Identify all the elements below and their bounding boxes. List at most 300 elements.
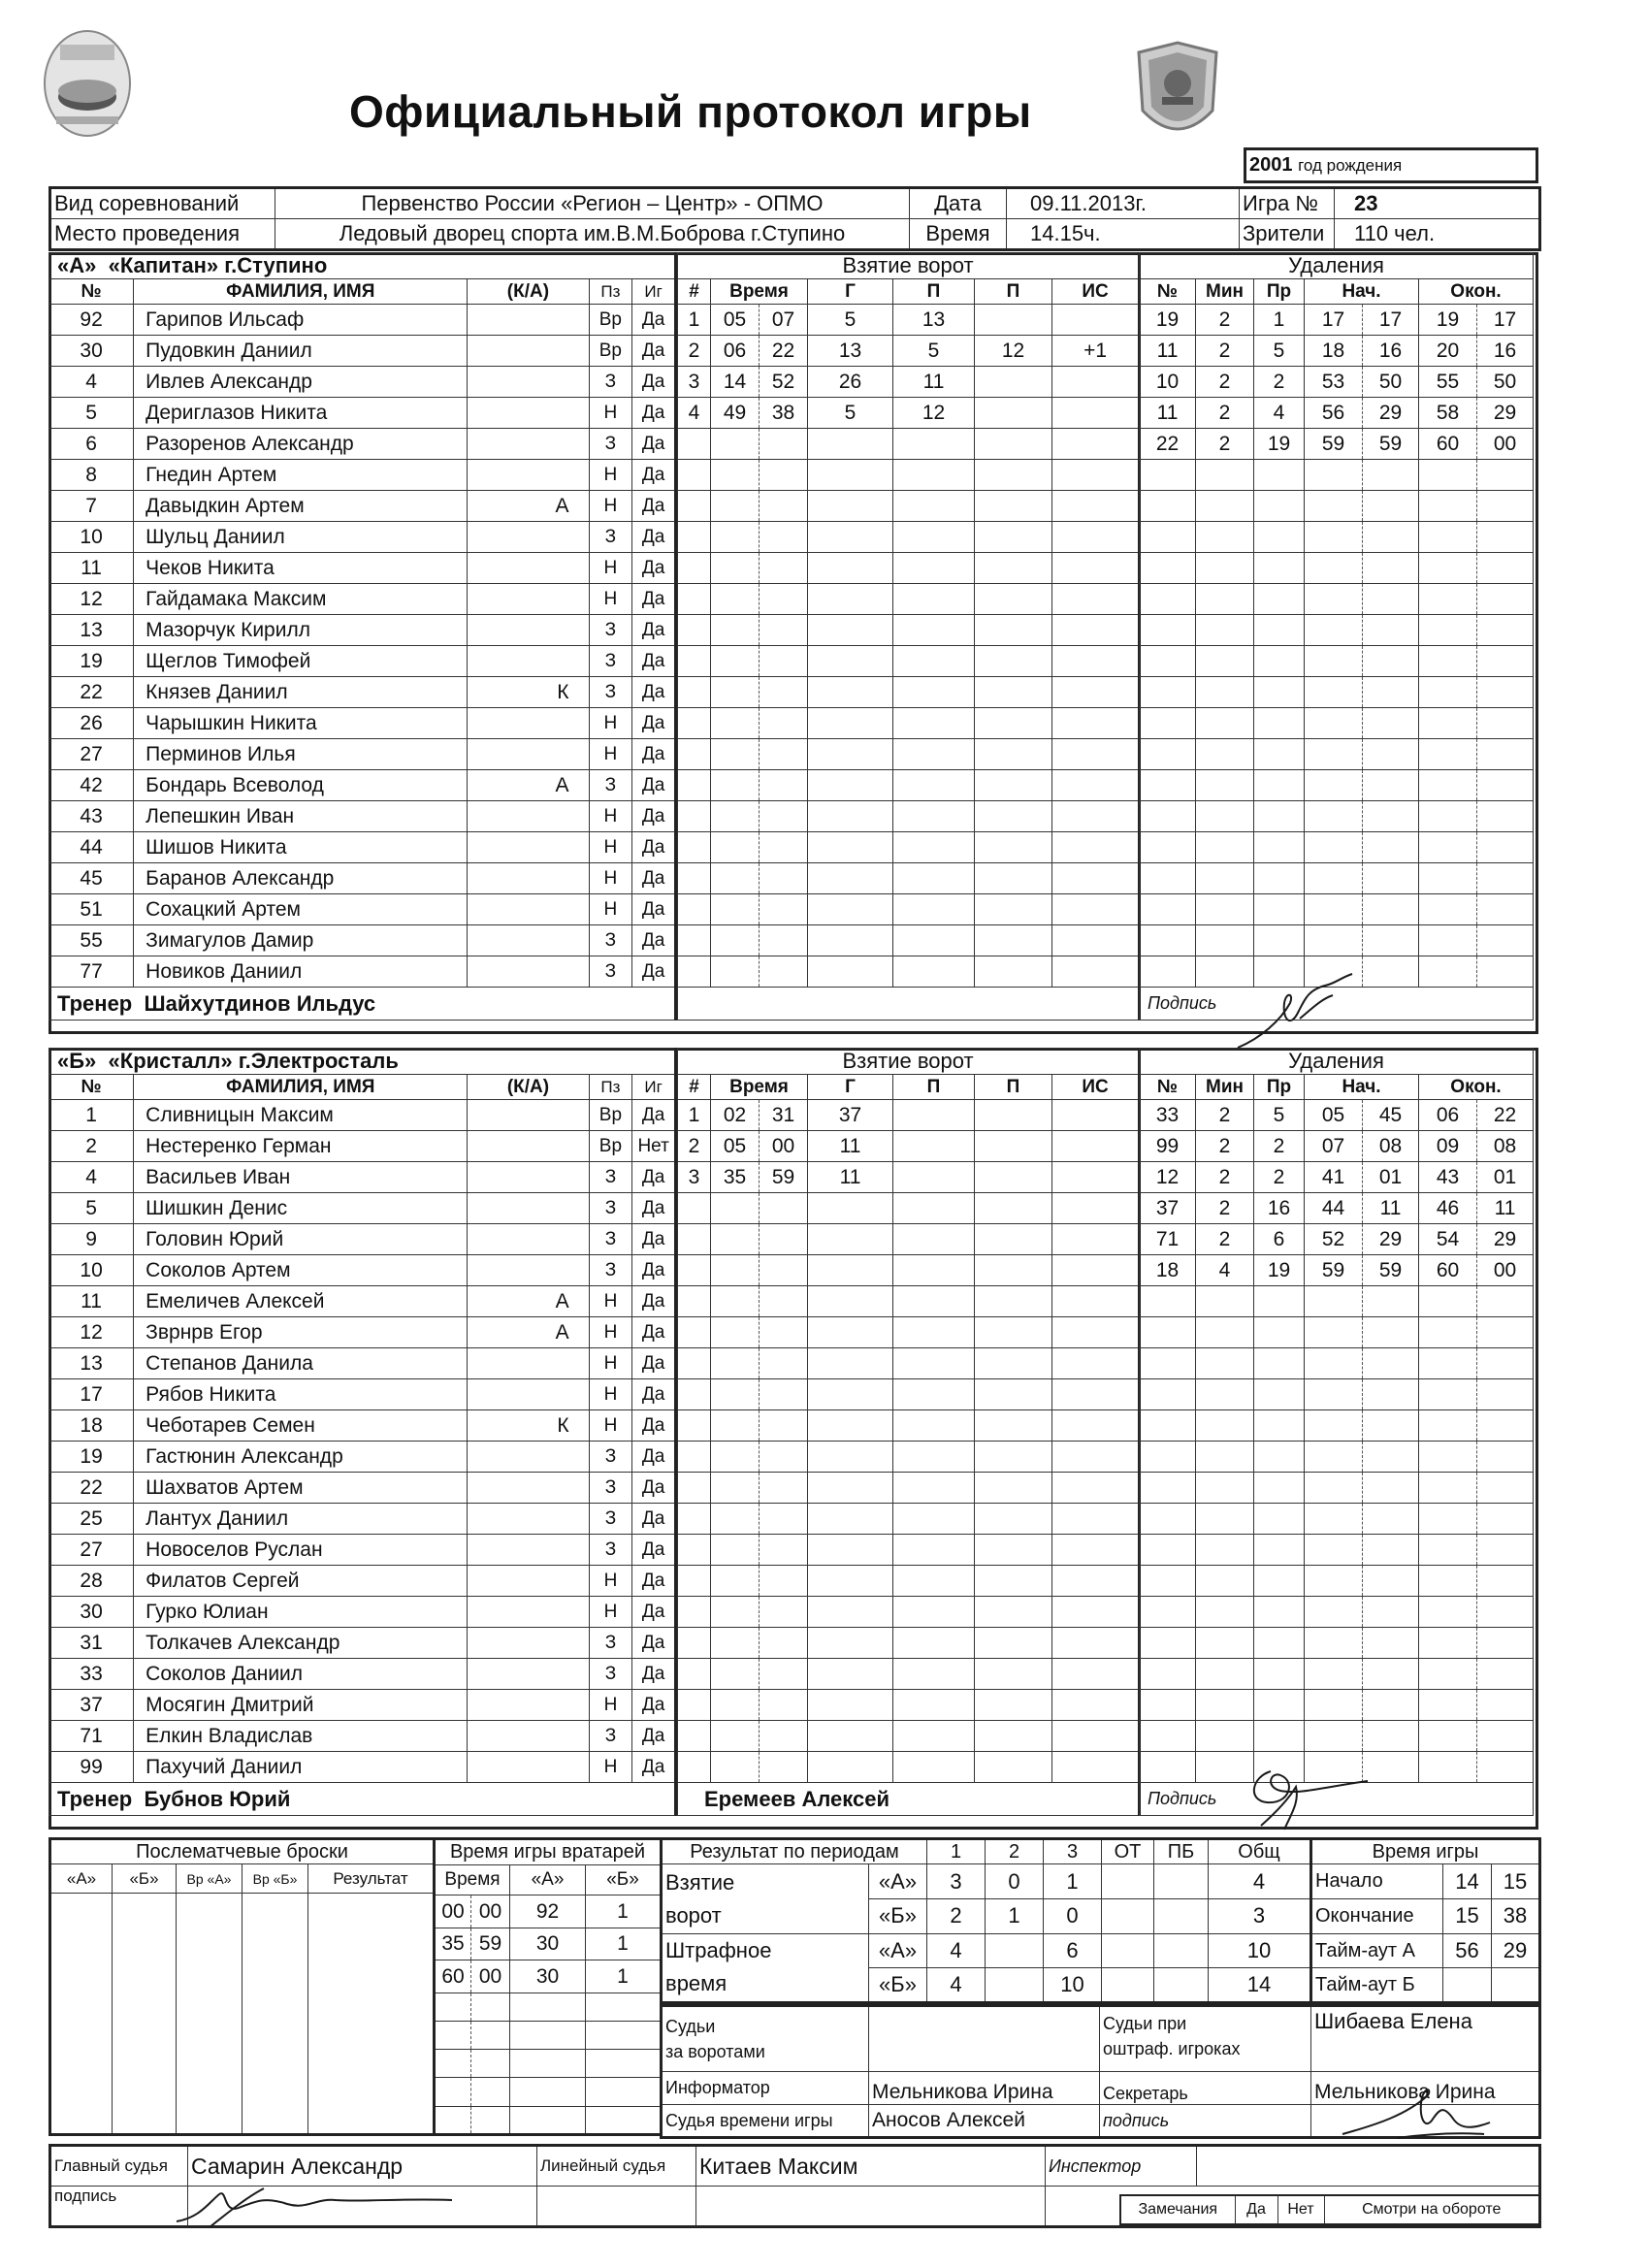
player-number: 44 <box>49 832 134 863</box>
gk-minute <box>435 2106 471 2134</box>
team-b-signature <box>1232 1758 1377 1835</box>
goal-assist-1 <box>893 429 975 460</box>
player-position: Н <box>589 708 632 739</box>
player-position: З <box>589 925 632 956</box>
col-goal-situation: ИС <box>1052 1075 1140 1100</box>
player-position: З <box>589 615 632 646</box>
goal-number: 1 <box>678 1100 711 1131</box>
total-header: Общ <box>1209 1839 1311 1864</box>
player-role <box>468 1379 589 1410</box>
penalty-end-min <box>1419 956 1477 988</box>
pim-a-p1: 4 <box>927 1933 986 1968</box>
col-goal-scorer: Г <box>808 1075 893 1100</box>
goal-assist-2 <box>975 1566 1052 1597</box>
gk-a-number <box>510 1993 586 2021</box>
penalty-start-min <box>1305 1442 1363 1473</box>
penalty-end-sec <box>1477 863 1534 894</box>
player-played: Да <box>632 1566 676 1597</box>
pim-b-pb <box>1154 1968 1209 2003</box>
player-number: 33 <box>49 1659 134 1690</box>
penalty-start-min <box>1305 1690 1363 1721</box>
penalty-minutes <box>1196 739 1254 770</box>
penalty-end-min <box>1419 708 1477 739</box>
player-role <box>468 336 589 367</box>
goal-situation <box>1052 305 1140 336</box>
goal-number <box>678 1193 711 1224</box>
goal-number <box>678 1224 711 1255</box>
penalty-start-min <box>1305 1473 1363 1504</box>
player-position: Н <box>589 1752 632 1783</box>
penalty-minutes: 2 <box>1196 1162 1254 1193</box>
goal-row <box>678 1410 1140 1442</box>
goal-row <box>678 956 1140 988</box>
penalty-end-sec <box>1477 925 1534 956</box>
goal-second <box>760 708 808 739</box>
penalty-start-sec <box>1363 1597 1419 1628</box>
penalty-start-min: 52 <box>1305 1224 1363 1255</box>
penalty-end-min <box>1419 615 1477 646</box>
penalty-player <box>1140 1597 1196 1628</box>
player-position: Н <box>589 1410 632 1442</box>
penalty-start-min <box>1305 1628 1363 1659</box>
penalty-start-min <box>1305 832 1363 863</box>
goal-row <box>678 739 1140 770</box>
penalty-end-min <box>1419 522 1477 553</box>
player-position: З <box>589 1162 632 1193</box>
goal-second <box>760 1659 808 1690</box>
player-role <box>468 1100 589 1131</box>
goal-assist-2 <box>975 1504 1052 1535</box>
player-role <box>468 615 589 646</box>
penalty-start-min <box>1305 1379 1363 1410</box>
penalty-start-min <box>1305 1504 1363 1535</box>
penalty-reason <box>1254 646 1305 677</box>
player-row <box>49 1566 676 1597</box>
goal-second <box>760 739 808 770</box>
goals-b-total: 3 <box>1209 1899 1311 1934</box>
goal-assist-2 <box>975 739 1052 770</box>
player-position: Н <box>589 739 632 770</box>
penalty-start-min <box>1305 770 1363 801</box>
player-name: Разоренов Александр <box>134 429 468 460</box>
goal-second: 52 <box>760 367 808 398</box>
penalty-row <box>1140 925 1534 956</box>
col-ka: (К/А) <box>468 1075 589 1100</box>
goal-assist-2 <box>975 1752 1052 1783</box>
goal-situation <box>1052 739 1140 770</box>
goal-scorer <box>808 646 893 677</box>
gk-a-number <box>510 2021 586 2049</box>
player-name: Пахучий Даниил <box>134 1752 468 1783</box>
penalty-player <box>1140 801 1196 832</box>
gk-second <box>471 1993 510 2021</box>
penalty-start-sec: 59 <box>1363 429 1419 460</box>
penalty-reason <box>1254 553 1305 584</box>
penalty-row <box>1140 1473 1534 1504</box>
penalty-start-min <box>1305 677 1363 708</box>
penalty-start-min: 59 <box>1305 429 1363 460</box>
player-role <box>468 460 589 491</box>
goal-minute <box>711 1224 760 1255</box>
player-played: Да <box>632 1286 676 1317</box>
goals-b-p1: 2 <box>927 1899 986 1934</box>
penalty-end-min <box>1419 739 1477 770</box>
goal-situation <box>1052 1442 1140 1473</box>
gk-second <box>471 2078 510 2106</box>
player-name: Шульц Даниил <box>134 522 468 553</box>
goal-assist-2 <box>975 925 1052 956</box>
penalty-reason <box>1254 801 1305 832</box>
goal-scorer <box>808 1348 893 1379</box>
gk-row <box>435 2078 662 2106</box>
penalty-player <box>1140 1721 1196 1752</box>
goal-situation <box>1052 1659 1140 1690</box>
goal-situation <box>1052 615 1140 646</box>
player-number: 11 <box>49 553 134 584</box>
penalty-end-sec <box>1477 894 1534 925</box>
penalty-player <box>1140 739 1196 770</box>
secretary-label: Секретарь <box>1100 2072 1311 2105</box>
pim-b-p3: 10 <box>1044 1968 1102 2003</box>
player-number: 71 <box>49 1721 134 1752</box>
penalty-row <box>1140 894 1534 925</box>
goal-situation <box>1052 1535 1140 1566</box>
goal-row <box>678 1224 1140 1255</box>
player-role <box>468 739 589 770</box>
remarks-yes: Да <box>1235 2195 1277 2224</box>
goal-number <box>678 646 711 677</box>
col-goal-time: Время <box>711 279 808 305</box>
penalty-row <box>1140 522 1534 553</box>
penalty-row <box>1140 1286 1534 1317</box>
penalty-player: 37 <box>1140 1193 1196 1224</box>
goal-minute <box>711 894 760 925</box>
goal-assist-1 <box>893 801 975 832</box>
penalty-row <box>1140 1224 1534 1255</box>
penalty-player <box>1140 1504 1196 1535</box>
penalty-end-sec <box>1477 1410 1534 1442</box>
goal-assist-2 <box>975 1255 1052 1286</box>
goal-assist-2 <box>975 1628 1052 1659</box>
penalty-row <box>1140 1379 1534 1410</box>
player-name: Васильев Иван <box>134 1162 468 1193</box>
penalty-player <box>1140 925 1196 956</box>
gk-b-number: 1 <box>586 1895 662 1928</box>
penalty-player <box>1140 615 1196 646</box>
penalty-player <box>1140 522 1196 553</box>
penalty-row <box>1140 708 1534 739</box>
goal-assist-2 <box>975 1473 1052 1504</box>
end-hours: 15 <box>1443 1899 1492 1934</box>
player-position: Н <box>589 1566 632 1597</box>
player-name: Мосягин Дмитрий <box>134 1690 468 1721</box>
penalty-end-min <box>1419 1504 1477 1535</box>
penalty-row <box>1140 305 1534 336</box>
goal-row <box>678 1162 1140 1193</box>
penalty-start-sec <box>1363 1628 1419 1659</box>
penalty-start-sec: 29 <box>1363 1224 1419 1255</box>
goal-number <box>678 429 711 460</box>
gk-a-number: 30 <box>510 1928 586 1960</box>
goal-assist-1 <box>893 1224 975 1255</box>
goal-situation <box>1052 460 1140 491</box>
player-role <box>468 1752 589 1783</box>
penalty-minutes <box>1196 863 1254 894</box>
goal-assist-2 <box>975 1659 1052 1690</box>
gk-a-number <box>510 2078 586 2106</box>
penalty-end-min: 46 <box>1419 1193 1477 1224</box>
pb-header: ПБ <box>1154 1839 1209 1864</box>
goal-row <box>678 398 1140 429</box>
player-position: З <box>589 1628 632 1659</box>
secretary-signature <box>1339 2076 1494 2144</box>
penalty-player <box>1140 1379 1196 1410</box>
player-role <box>468 1659 589 1690</box>
goal-second: 07 <box>760 305 808 336</box>
goal-second <box>760 1566 808 1597</box>
goal-assist-2 <box>975 522 1052 553</box>
goal-number <box>678 1317 711 1348</box>
goal-assist-2 <box>975 367 1052 398</box>
penalty-player <box>1140 708 1196 739</box>
goal-row <box>678 522 1140 553</box>
pim-team-b: «Б» <box>869 1968 927 2003</box>
goal-scorer <box>808 1597 893 1628</box>
penalty-player: 19 <box>1140 305 1196 336</box>
player-name: Гарипов Ильсаф <box>134 305 468 336</box>
player-row <box>49 739 676 770</box>
penalty-minutes: 2 <box>1196 367 1254 398</box>
player-row <box>49 1348 676 1379</box>
goal-situation <box>1052 1597 1140 1628</box>
player-role <box>468 1193 589 1224</box>
player-position: З <box>589 1535 632 1566</box>
goal-row <box>678 553 1140 584</box>
goal-scorer <box>808 429 893 460</box>
gk-second: 00 <box>471 1895 510 1928</box>
linesman-label: Линейный судья <box>537 2146 696 2187</box>
penalty-row <box>1140 1131 1534 1162</box>
goal-assist-1 <box>893 646 975 677</box>
goal-row <box>678 1255 1140 1286</box>
player-number: 28 <box>49 1566 134 1597</box>
pim-label-1: Штрафное <box>665 1938 772 1963</box>
col-goal-num: # <box>678 1075 711 1100</box>
player-position: З <box>589 522 632 553</box>
goal-assist-1: 5 <box>893 336 975 367</box>
goal-number <box>678 770 711 801</box>
penalty-player <box>1140 1628 1196 1659</box>
period-2-header: 2 <box>986 1839 1044 1864</box>
col-goal-scorer: Г <box>808 279 893 305</box>
player-position: Н <box>589 398 632 429</box>
penalty-reason: 19 <box>1254 429 1305 460</box>
penalty-start-min <box>1305 1721 1363 1752</box>
player-played: Да <box>632 832 676 863</box>
goal-second <box>760 1690 808 1721</box>
gk-b-number <box>586 2050 662 2078</box>
player-row <box>49 1628 676 1659</box>
goalie-time-table <box>433 1837 663 2136</box>
player-number: 13 <box>49 615 134 646</box>
goal-row <box>678 615 1140 646</box>
goal-assist-1 <box>893 863 975 894</box>
penalty-end-sec <box>1477 1379 1534 1410</box>
goal-number <box>678 1286 711 1317</box>
goal-row <box>678 336 1140 367</box>
penalty-end-sec: 16 <box>1477 336 1534 367</box>
goal-assist-2 <box>975 1131 1052 1162</box>
player-row <box>49 491 676 522</box>
penalty-start-min <box>1305 1348 1363 1379</box>
goal-minute <box>711 615 760 646</box>
player-name: Щеглов Тимофей <box>134 646 468 677</box>
penalty-end-min <box>1419 491 1477 522</box>
player-row <box>49 1752 676 1783</box>
goal-assist-1 <box>893 1162 975 1193</box>
player-position: Н <box>589 1690 632 1721</box>
player-row <box>49 677 676 708</box>
player-row <box>49 1224 676 1255</box>
col-pen-num: № <box>1140 1075 1196 1100</box>
penalty-reason: 4 <box>1254 398 1305 429</box>
player-name: Головин Юрий <box>134 1224 468 1255</box>
penalty-row <box>1140 739 1534 770</box>
penalty-minutes: 2 <box>1196 336 1254 367</box>
head-ref-sign-label: подпись <box>50 2187 188 2227</box>
col-goal-situation: ИС <box>1052 279 1140 305</box>
goal-number <box>678 1410 711 1442</box>
goal-minute <box>711 1286 760 1317</box>
team_a-name: «Капитан» г.Ступино <box>108 253 328 277</box>
penalty-end-min <box>1419 1379 1477 1410</box>
penalty-player <box>1140 1473 1196 1504</box>
team_b-name: «Кристалл» г.Электросталь <box>108 1049 399 1073</box>
goal-number <box>678 832 711 863</box>
goal-second <box>760 584 808 615</box>
goal-second <box>760 1752 808 1783</box>
goal-situation <box>1052 1410 1140 1442</box>
penalty-player <box>1140 832 1196 863</box>
penalty-start-sec <box>1363 460 1419 491</box>
penalty-end-min: 60 <box>1419 429 1477 460</box>
player-played: Да <box>632 1535 676 1566</box>
date-label: Дата <box>910 188 1007 219</box>
penalty-minutes <box>1196 1504 1254 1535</box>
competition-label: Вид соревнований <box>50 188 275 219</box>
goal-minute <box>711 1566 760 1597</box>
goal-number <box>678 1721 711 1752</box>
penalty-reason <box>1254 770 1305 801</box>
player-name: Соколов Даниил <box>134 1659 468 1690</box>
player-position: З <box>589 956 632 988</box>
penalty-player <box>1140 584 1196 615</box>
penalty-row <box>1140 677 1534 708</box>
col-pz: Пз <box>589 1075 632 1100</box>
player-row <box>49 336 676 367</box>
penalty-end-min <box>1419 1535 1477 1566</box>
player-played: Да <box>632 677 676 708</box>
goal-second <box>760 1286 808 1317</box>
col-goal-assist-2: П <box>975 279 1052 305</box>
player-number: 5 <box>49 1193 134 1224</box>
goal-assist-2 <box>975 615 1052 646</box>
penalty-player <box>1140 1410 1196 1442</box>
goal-assist-2 <box>975 398 1052 429</box>
penalty-start-sec <box>1363 491 1419 522</box>
goal-second <box>760 1317 808 1348</box>
goal-situation <box>1052 429 1140 460</box>
goal-second <box>760 1535 808 1566</box>
player-played: Да <box>632 429 676 460</box>
goal-situation <box>1052 367 1140 398</box>
penalty-end-sec <box>1477 553 1534 584</box>
secretary-sign-label: подпись <box>1100 2105 1311 2138</box>
game-time-table <box>1310 1837 1541 2004</box>
penalty-start-sec <box>1363 615 1419 646</box>
penalty-start-sec <box>1363 553 1419 584</box>
penalty-end-sec <box>1477 708 1534 739</box>
goal-minute <box>711 429 760 460</box>
penalty-row <box>1140 1690 1534 1721</box>
goal-second <box>760 1348 808 1379</box>
goal-assist-2 <box>975 1193 1052 1224</box>
player-name: Пудовкин Даниил <box>134 336 468 367</box>
player-number: 6 <box>49 429 134 460</box>
goal-scorer <box>808 894 893 925</box>
goal-assist-2 <box>975 1286 1052 1317</box>
player-row <box>49 1255 676 1286</box>
start-minutes: 15 <box>1492 1864 1540 1899</box>
penalty-reason <box>1254 1442 1305 1473</box>
penalty-reason <box>1254 1721 1305 1752</box>
penalty-end-sec: 00 <box>1477 429 1534 460</box>
penalty-end-sec <box>1477 1317 1534 1348</box>
penalty-minutes <box>1196 522 1254 553</box>
right-logo <box>1131 39 1224 149</box>
player-number: 31 <box>49 1628 134 1659</box>
goals-a-pb <box>1154 1864 1209 1899</box>
player-row <box>49 584 676 615</box>
player-position: Н <box>589 832 632 863</box>
goal-assist-2 <box>975 863 1052 894</box>
goal-row <box>678 367 1140 398</box>
inspector-label: Инспектор <box>1046 2146 1197 2187</box>
player-role <box>468 708 589 739</box>
player-played: Да <box>632 1348 676 1379</box>
goal-situation <box>1052 1752 1140 1783</box>
goal-number <box>678 1535 711 1566</box>
penalty-row <box>1140 863 1534 894</box>
player-number: 10 <box>49 522 134 553</box>
player-number: 8 <box>49 460 134 491</box>
team_b-goals <box>677 1048 1141 1816</box>
player-position: Н <box>589 863 632 894</box>
gk-b-number <box>586 1993 662 2021</box>
penalty-start-min <box>1305 1535 1363 1566</box>
player-name: Емеличев Алексей <box>134 1286 468 1317</box>
gk-col-b: «Б» <box>586 1865 662 1895</box>
goals-a-total: 4 <box>1209 1864 1311 1899</box>
goal-situation <box>1052 491 1140 522</box>
player-played: Да <box>632 1597 676 1628</box>
player-name: Филатов Сергей <box>134 1566 468 1597</box>
goal-assist-1 <box>893 832 975 863</box>
goal-assist-2 <box>975 1535 1052 1566</box>
penalty-minutes <box>1196 1659 1254 1690</box>
goal-scorer <box>808 708 893 739</box>
player-played: Да <box>632 770 676 801</box>
